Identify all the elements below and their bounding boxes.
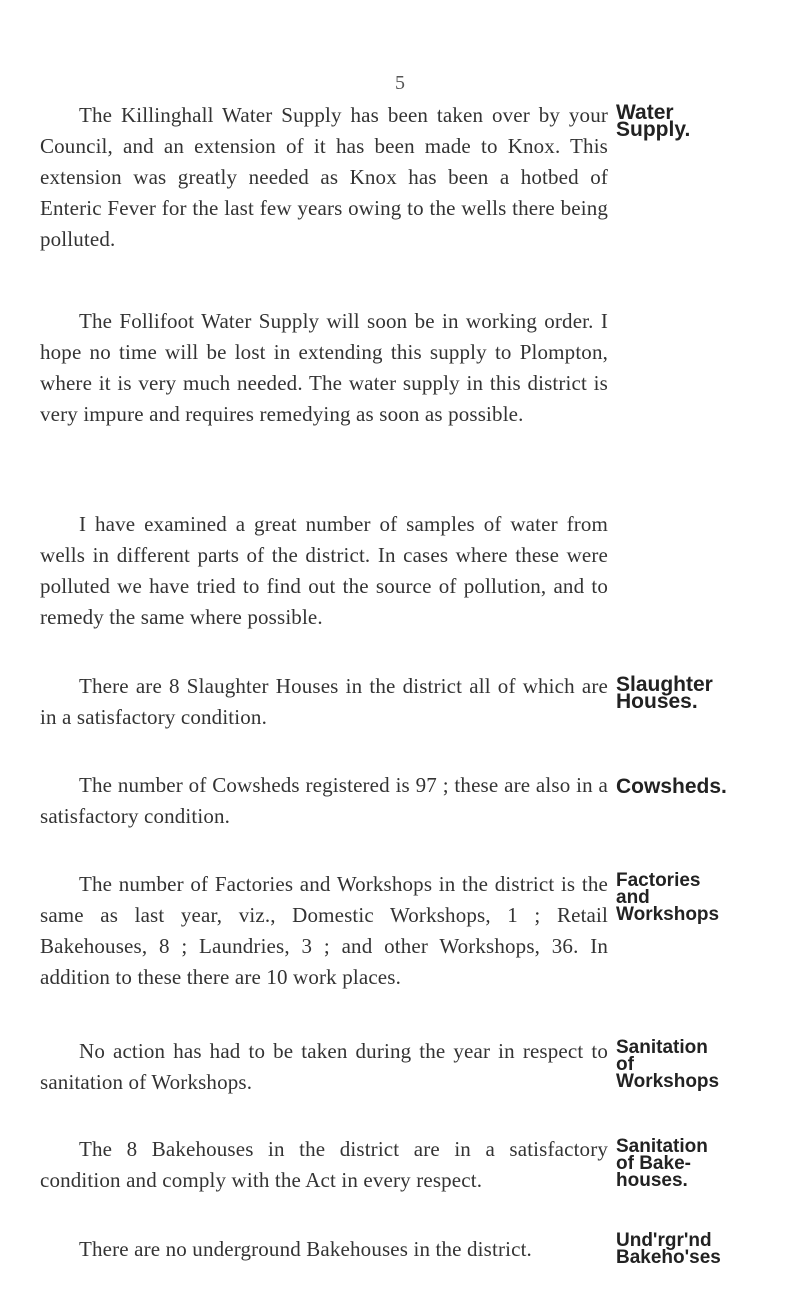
marginal-note-line: Slaughter <box>616 673 713 696</box>
paragraph-well-samples: I have examined a great number of samples of water from wells in different parts of the district. In cases where these were polluted we have tried to find out the source of pollution, and to remedy the same where possible. <box>40 512 608 629</box>
paragraph-factories-workshops: The number of Factories and Workshops in the district is the same as last year, viz., Domestic Workshops, 1 ; Retail Bakehouses, 8 ; Laundries, 3 ; and other Workshops, 36. In addition to these there are 10 work places. <box>40 872 608 989</box>
paragraph-sanitation-workshops: No action has had to be taken during the year in respect to sanitation of Workshops. <box>40 1039 608 1094</box>
marginal-note-line: Sanitation <box>616 1136 708 1157</box>
paragraph-follifoot: The Follifoot Water Supply will soon be in working order. I hope no time will be lost in extending this supply to Plompton, where it is very much needed. The water supply in this district is very impure and requires remedying as soon as possible. <box>40 309 608 426</box>
marginal-note-sanitation-bakehouses <box>616 1138 791 1189</box>
page-number: 5 <box>395 72 405 94</box>
paragraph-underground-bakehouses: There are no underground Bakehouses in the district. <box>79 1237 532 1261</box>
paragraph-killinghall: The Killinghall Water Supply has been taken over by your Council, and an extension of it has been made to Knox. This extension was greatly needed as Knox has been a hotbed of Enteric Fever for the last few years owing to the wells there being polluted. <box>40 103 608 251</box>
marginal-note-line: Sanitation <box>616 1037 708 1058</box>
marginal-note-line: houses. <box>616 1170 688 1191</box>
paragraph-cowsheds: The number of Cowsheds registered is 97 ; these are also in a satisfactory condition. <box>40 773 608 828</box>
marginal-note-slaughter-houses <box>616 673 791 713</box>
marginal-note-line: of <box>616 1054 634 1075</box>
marginal-note-line: Bakeho'ses <box>616 1247 721 1268</box>
marginal-note-line: Cowsheds. <box>616 775 727 798</box>
marginal-note-underground-bakehouses <box>616 1232 791 1266</box>
marginal-note-line: Houses. <box>616 690 698 713</box>
marginal-note-sanitation-workshops <box>616 1039 791 1090</box>
paragraph-sanitation-bakehouses: The 8 Bakehouses in the district are in a satisfactory condition and comply with the Act in every respect. <box>40 1137 608 1192</box>
marginal-note-line: Und'rgr'nd <box>616 1230 712 1251</box>
marginal-note-line: Workshops <box>616 904 720 925</box>
marginal-note-water-supply <box>616 101 791 141</box>
marginal-note-line: of Bake- <box>616 1153 691 1174</box>
marginal-note-factories-workshops <box>616 872 791 923</box>
marginal-note-line: Factories <box>616 870 701 891</box>
marginal-note-line: Water <box>616 101 674 124</box>
paragraph-slaughter-houses: There are 8 Slaughter Houses in the district all of which are in a satisfactory condition. <box>40 674 608 729</box>
marginal-note-line: Workshops <box>616 1071 720 1092</box>
marginal-note-line: Supply. <box>616 118 691 141</box>
marginal-note-cowsheds <box>616 775 791 798</box>
marginal-note-line: and <box>616 887 650 908</box>
